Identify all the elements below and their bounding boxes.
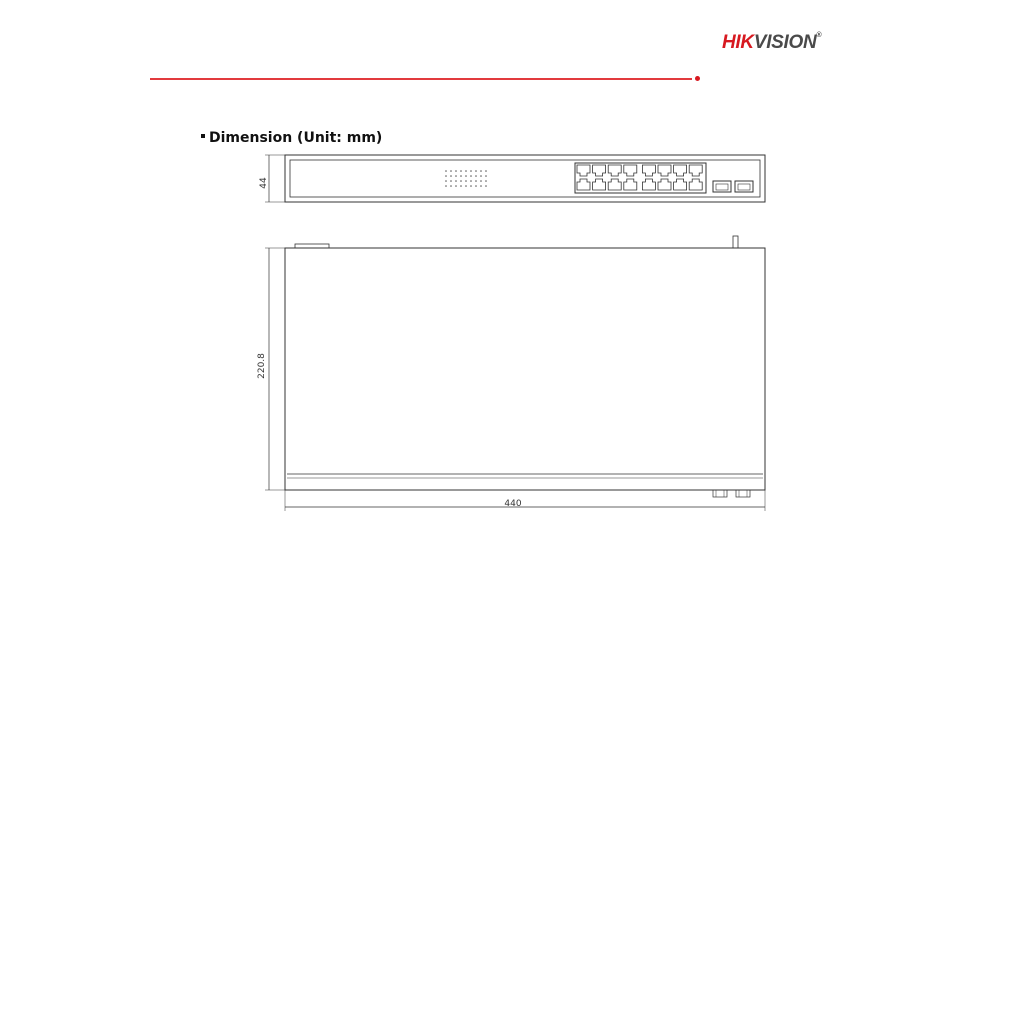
- rj45-port: [577, 179, 590, 190]
- led-dot: [485, 170, 487, 172]
- rj45-port: [674, 165, 687, 176]
- led-dot: [485, 185, 487, 187]
- led-indicators: [445, 170, 487, 187]
- led-dot: [485, 175, 487, 177]
- led-dot: [480, 180, 482, 182]
- led-dot: [460, 185, 462, 187]
- led-dot: [470, 180, 472, 182]
- led-dot: [480, 185, 482, 187]
- rj45-port: [608, 165, 621, 176]
- rj45-port: [624, 165, 637, 176]
- rj45-port: [674, 179, 687, 190]
- led-dot: [445, 180, 447, 182]
- led-dot: [475, 175, 477, 177]
- led-dot: [455, 180, 457, 182]
- rj45-port: [624, 179, 637, 190]
- top-outer-body: [285, 248, 765, 490]
- rj45-port: [689, 165, 702, 176]
- logo-registered-mark: ®: [816, 32, 822, 39]
- led-dot: [445, 170, 447, 172]
- rj45-port: [593, 179, 606, 190]
- led-dot: [450, 170, 452, 172]
- led-dot: [445, 185, 447, 187]
- rj45-port: [689, 179, 702, 190]
- led-dot: [480, 175, 482, 177]
- led-dot: [455, 170, 457, 172]
- led-dot: [460, 175, 462, 177]
- led-dot: [455, 175, 457, 177]
- led-dot: [470, 175, 472, 177]
- rj45-port: [608, 179, 621, 190]
- sfp-protrusion-1: [713, 490, 727, 497]
- logo-vision: VISION: [753, 32, 817, 53]
- section-heading-text: Dimension (Unit: mm): [209, 130, 383, 146]
- rj45-port: [658, 165, 671, 176]
- led-dot: [480, 170, 482, 172]
- led-dot: [450, 185, 452, 187]
- depth-label: 220.8: [257, 353, 267, 379]
- led-dot: [460, 170, 462, 172]
- sfp-port-2-slot: [738, 184, 750, 190]
- rj45-port: [577, 165, 590, 176]
- led-dot: [470, 170, 472, 172]
- height-label: 44: [259, 177, 269, 189]
- led-dot: [475, 185, 477, 187]
- rear-power-tab: [295, 244, 329, 248]
- rj45-port: [642, 179, 655, 190]
- top-view: [265, 236, 765, 511]
- rj45-port: [593, 165, 606, 176]
- width-label: 440: [504, 499, 522, 509]
- led-dot: [465, 175, 467, 177]
- sfp-port-1-slot: [716, 184, 728, 190]
- led-dot: [465, 180, 467, 182]
- logo-hik: HIK: [722, 32, 754, 53]
- front-view: [265, 155, 765, 202]
- led-dot: [445, 175, 447, 177]
- led-dot: [455, 185, 457, 187]
- led-dot: [475, 170, 477, 172]
- rj45-ports: [575, 163, 706, 193]
- front-panel-outer: [285, 155, 765, 202]
- sfp-protrusion-2: [736, 490, 750, 497]
- rj45-port: [658, 179, 671, 190]
- led-dot: [450, 175, 452, 177]
- rj45-port: [642, 165, 655, 176]
- led-dot: [450, 180, 452, 182]
- led-dot: [460, 180, 462, 182]
- led-dot: [485, 180, 487, 182]
- led-dot: [470, 185, 472, 187]
- led-dot: [465, 170, 467, 172]
- led-dot: [465, 185, 467, 187]
- led-dot: [475, 180, 477, 182]
- grounding-post: [733, 236, 738, 248]
